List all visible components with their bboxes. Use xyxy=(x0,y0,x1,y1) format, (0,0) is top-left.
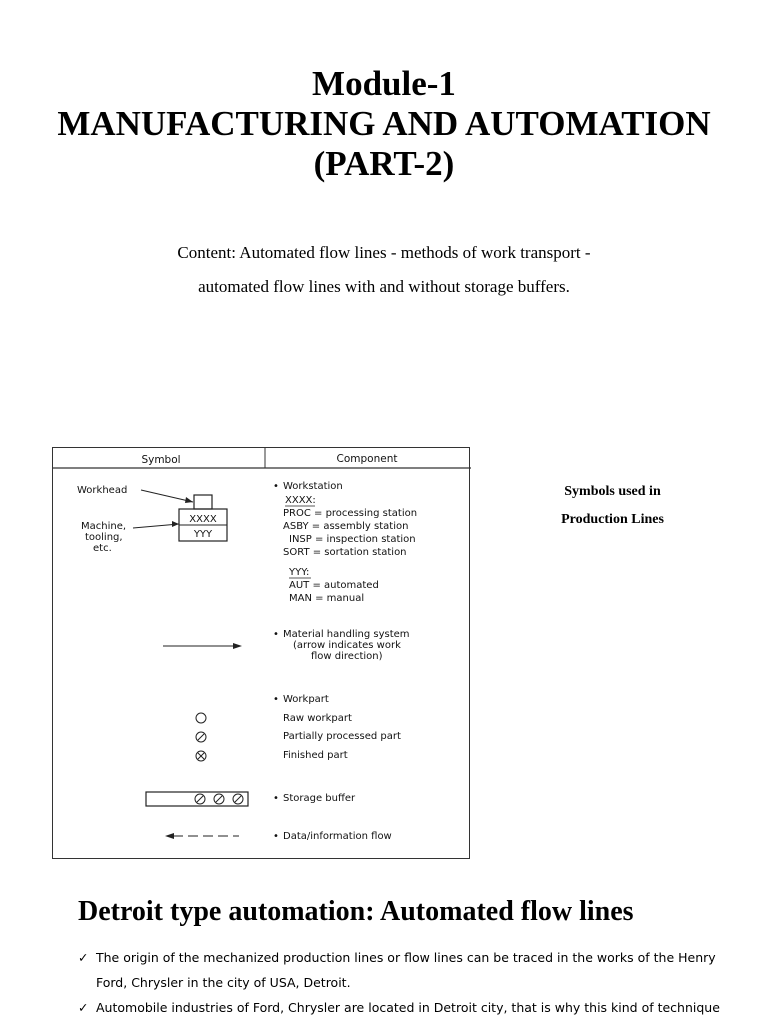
finished-part-label: Finished part xyxy=(283,750,348,761)
caption-line-1: Symbols used in xyxy=(564,484,661,499)
figure-caption xyxy=(540,478,685,534)
workhead-pointer xyxy=(141,490,193,502)
bullet-text: The origin of the mechanized production lines or flow lines can be traced in the works of the Henry Ford, Chrysler in the city of USA, Detroit. xyxy=(96,950,716,990)
title-block xyxy=(0,64,768,184)
raw-workpart-label: Raw workpart xyxy=(283,713,352,724)
workstation-insp: INSP = inspection station xyxy=(289,534,416,545)
bullet-list xyxy=(78,945,728,1020)
content-summary xyxy=(40,236,728,304)
workstation-box-yyy: YYY xyxy=(193,529,213,540)
yyy-label: YYY: xyxy=(289,567,310,578)
module-title: Module-1 xyxy=(312,64,456,103)
bullet-text: Automobile industries of Ford, Chrysler are located in Detroit city, that is why this kind of technique xyxy=(96,1000,720,1015)
content-line-1: Content: Automated flow lines - methods of work transport - xyxy=(177,243,591,262)
list-item xyxy=(78,945,728,995)
data-flow-bullet: • xyxy=(273,831,279,842)
workstation-asby: ASBY = assembly station xyxy=(283,521,409,532)
symbols-table xyxy=(53,448,471,860)
section-heading: Detroit type automation: Automated flow lines xyxy=(78,896,634,927)
etc-label: etc. xyxy=(93,543,112,554)
workpart-bullet: • xyxy=(273,694,279,705)
xxxx-label: XXXX: xyxy=(285,495,316,506)
symbols-figure xyxy=(52,447,470,859)
machine-label: Machine, xyxy=(81,521,127,532)
data-flow-label: Data/information flow xyxy=(283,831,392,842)
caption-line-2: Production Lines xyxy=(561,512,664,527)
workstation-proc: PROC = processing station xyxy=(283,508,418,519)
list-item xyxy=(78,995,728,1020)
data-flow-arrow-head xyxy=(165,833,174,839)
mode-manual: MAN = manual xyxy=(289,593,365,604)
partial-part-label: Partially processed part xyxy=(283,731,401,742)
raw-workpart-icon xyxy=(196,713,206,723)
check-icon: ✓ xyxy=(78,950,89,965)
machine-pointer-head xyxy=(172,521,179,527)
workstation-bullet: • xyxy=(273,481,279,492)
material-arrow-head xyxy=(233,643,242,649)
material-arrow-note: (arrow indicates work xyxy=(293,640,401,651)
storage-bullet: • xyxy=(273,793,279,804)
mode-automated: AUT = automated xyxy=(289,580,379,591)
workhead-pointer-head xyxy=(185,497,193,503)
material-bullet: • xyxy=(273,629,279,640)
workstation-sort: SORT = sortation station xyxy=(283,547,407,558)
partial-part-slash xyxy=(198,734,204,740)
material-flow-note: flow direction) xyxy=(311,651,383,662)
buffer-part-3-slash xyxy=(235,796,241,802)
material-title: Material handling system xyxy=(283,629,410,640)
content-line-2: automated flow lines with and without storage buffers. xyxy=(198,277,570,296)
storage-buffer-label: Storage buffer xyxy=(283,793,356,804)
tooling-label: tooling, xyxy=(85,532,123,543)
workhead-symbol xyxy=(194,495,212,509)
buffer-part-2-slash xyxy=(216,796,222,802)
module-part: (PART-2) xyxy=(313,144,455,183)
buffer-part-1-slash xyxy=(197,796,203,802)
workhead-label: Workhead xyxy=(77,485,128,496)
header-component: Component xyxy=(336,453,398,465)
module-subtitle: MANUFACTURING AND AUTOMATION xyxy=(57,104,711,143)
header-symbol: Symbol xyxy=(141,454,181,466)
check-icon: ✓ xyxy=(78,1000,89,1015)
workstation-title: Workstation xyxy=(283,481,343,492)
workpart-title: Workpart xyxy=(283,694,329,705)
workstation-box-xxxx: XXXX xyxy=(189,514,217,525)
